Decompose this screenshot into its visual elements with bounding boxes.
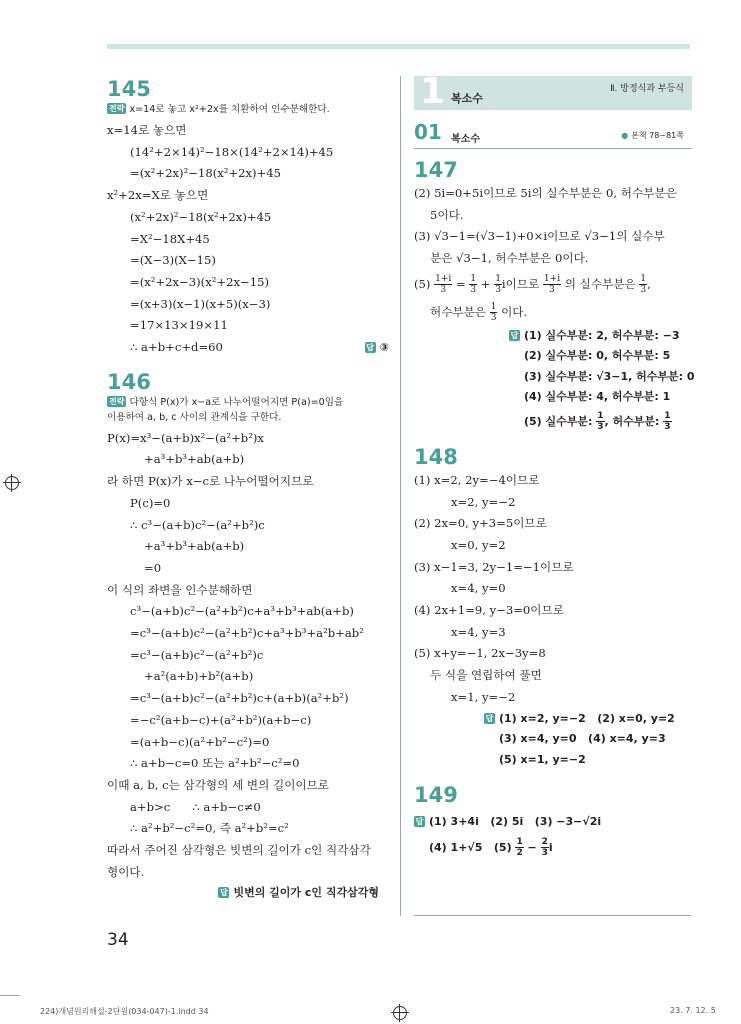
denominator: 3 bbox=[495, 285, 501, 296]
page-number: 34 bbox=[107, 930, 129, 950]
numerator: 1 bbox=[640, 274, 647, 285]
solution-line: (2) 2x=0, y+3=5이므로 bbox=[414, 516, 547, 531]
answer-text: (4) 1+√5 (5) bbox=[429, 840, 516, 854]
solution-text: i이므로 bbox=[501, 276, 543, 291]
strategy-tag: 전략 bbox=[109, 104, 125, 113]
answer-tag: 답 bbox=[415, 817, 424, 827]
answer-block bbox=[414, 326, 695, 436]
numerator: 1+i bbox=[435, 274, 452, 285]
problem-number: 145 bbox=[107, 77, 151, 101]
solution-line: x=14로 놓으면 bbox=[107, 123, 187, 137]
solution-line: 이때 a, b, c는 삼각형의 세 변의 길이이므로 bbox=[107, 777, 329, 792]
numerator: 2 bbox=[541, 837, 548, 848]
answer-text: (1) x=2, y=−2 (2) x=0, y=2 bbox=[499, 711, 675, 725]
fraction bbox=[639, 274, 647, 295]
denominator: 3 bbox=[440, 285, 447, 296]
chapter-number: 1 bbox=[420, 71, 446, 112]
solution-line: ∴ c³−(a+b)c²−(a²+b²)c bbox=[130, 517, 265, 532]
solution-line: (x²+2x)²−18(x²+2x)+45 bbox=[130, 209, 272, 224]
solution-line: x=1, y=−2 bbox=[451, 689, 516, 704]
solution-text: 이다. bbox=[497, 304, 528, 319]
bullet-icon: ● bbox=[621, 131, 629, 140]
section-ref bbox=[621, 130, 684, 141]
denominator: 3 bbox=[664, 422, 671, 433]
solution-line: =c³−(a+b)c²−(a²+b²)c bbox=[130, 647, 264, 662]
solution-line: (1) x=2, 2y=−4이므로 bbox=[414, 472, 540, 487]
footer-date: 23. 7. 12. 5 bbox=[670, 1006, 716, 1015]
solution-line: (2) 5i=0+5i이므로 5i의 실수부분은 0, 허수부분은 bbox=[414, 186, 677, 200]
solution-line: =(x+3)(x−1)(x+5)(x−3) bbox=[130, 296, 271, 311]
bottom-divider bbox=[414, 915, 691, 916]
solution-line: c³−(a+b)c²−(a²+b²)c+a³+b³+ab(a+b) bbox=[130, 604, 354, 619]
answer-line: (3) 실수부분: √3−1, 허수부분: 0 bbox=[524, 369, 695, 383]
numerator: 1 bbox=[597, 411, 604, 422]
answer-line: (4) 실수부분: 4, 허수부분: 1 bbox=[524, 390, 671, 404]
answer-text: − bbox=[523, 840, 541, 854]
strategy bbox=[107, 102, 389, 117]
answer-text: 빗변의 길이가 c인 직각삼각형 bbox=[233, 885, 379, 899]
answer-text: (1) 3+4i (2) 5i (3) −3−√2i bbox=[429, 815, 602, 829]
numerator: 1 bbox=[495, 274, 501, 285]
solution-line: 형이다. bbox=[107, 864, 145, 879]
column-divider bbox=[400, 76, 401, 916]
answer-tag: 답 bbox=[220, 887, 228, 897]
section-title: 복소수 bbox=[451, 134, 480, 145]
solution-line: =0 bbox=[144, 560, 162, 575]
fraction bbox=[663, 411, 671, 432]
footer-file: 224)개념원리해설-2단원(034-047)-1.indd 34 bbox=[40, 1007, 209, 1016]
registration-mark-icon bbox=[393, 1006, 407, 1020]
header-bar bbox=[107, 44, 690, 49]
solution-line: (4) 2x+1=9, y−3=0이므로 bbox=[414, 603, 564, 618]
solution-line: (5) x+y=−1, 2x−3y=8 bbox=[414, 646, 546, 661]
strategy-text: 이용하여 a, b, c 사이의 관계식을 구한다. bbox=[107, 411, 282, 423]
denominator: 3 bbox=[549, 285, 555, 296]
answer-line bbox=[414, 833, 692, 863]
solution-text: 허수부분은 bbox=[430, 304, 490, 319]
answer-block bbox=[414, 709, 692, 771]
solution-line: 이 식의 좌변을 인수분해하면 bbox=[107, 582, 253, 597]
registration-mark-icon bbox=[5, 476, 19, 490]
solution-line: +a³+b³+ab(a+b) bbox=[144, 539, 245, 554]
solution-line: a+b>c ∴ a+b−c≠0 bbox=[130, 799, 261, 814]
answer-tag: 답 bbox=[510, 330, 519, 340]
fraction bbox=[469, 274, 477, 295]
answer-text: (5) 실수부분: bbox=[524, 414, 597, 428]
chapter-subtitle: Ⅱ. 방정식과 부등식 bbox=[610, 84, 684, 94]
numerator: 1 bbox=[664, 411, 671, 422]
answer-line bbox=[484, 709, 692, 730]
solution-line: x=2, y=−2 bbox=[451, 494, 516, 509]
fraction bbox=[494, 274, 502, 295]
problem-149 bbox=[414, 782, 692, 863]
numerator: 1 bbox=[490, 302, 497, 313]
answer-line: (2) 실수부분: 0, 허수부분: 5 bbox=[524, 349, 671, 363]
strategy-text: x=14로 놓고 x²+2x를 치환하여 인수분해한다. bbox=[129, 104, 330, 115]
solution-line: =−c²(a+b−c)+(a²+b²)(a+b−c) bbox=[130, 712, 312, 727]
right-column bbox=[414, 71, 695, 863]
solution-line: 두 식을 연립하여 풀면 bbox=[430, 668, 542, 683]
solution-line: 따라서 주어진 삼각형은 빗변의 길이가 c인 직각삼각 bbox=[107, 843, 371, 858]
answer-text: (1) 실수부분: 2, 허수부분: −3 bbox=[524, 328, 680, 342]
footer-rule bbox=[0, 995, 20, 996]
solution-line: =c³−(a+b)c²−(a²+b²)c+(a+b)(a²+b²) bbox=[130, 691, 349, 706]
denominator: 3 bbox=[597, 422, 604, 433]
solution-text: , bbox=[647, 276, 651, 291]
solution-line bbox=[414, 270, 692, 298]
solution-text: 의 실수부분은 bbox=[561, 276, 640, 291]
solution-line: =(x²+2x−3)(x²+2x−15) bbox=[130, 274, 269, 289]
solution-line: =17×13×19×11 bbox=[130, 318, 228, 333]
solution-line bbox=[414, 298, 692, 326]
answer-line bbox=[509, 408, 692, 436]
solution-line bbox=[107, 337, 389, 359]
problem-145 bbox=[107, 76, 389, 359]
solution-line: 5이다. bbox=[430, 207, 464, 222]
solution-line: x=0, y=2 bbox=[451, 537, 506, 552]
strategy-text: 다항식 P(x)가 x−a로 나누어떨어지면 P(a)=0임을 bbox=[129, 396, 344, 408]
denominator: 3 bbox=[541, 848, 548, 859]
fraction bbox=[541, 837, 549, 858]
solution-line: x=4, y=0 bbox=[451, 581, 506, 596]
strategy bbox=[107, 395, 389, 410]
solution-line: x²+2x=X로 놓으면 bbox=[107, 188, 209, 203]
denominator: 3 bbox=[640, 285, 647, 296]
problem-number: 146 bbox=[107, 369, 151, 394]
solution-text: = bbox=[452, 276, 470, 291]
solution-line: 라 하면 P(x)가 x−c로 나누어떨어지므로 bbox=[107, 474, 314, 489]
strategy-tag: 전략 bbox=[109, 396, 125, 406]
answer-text: , 허수부분: bbox=[604, 414, 664, 428]
solution-line: (3) √3−1=(√3−1)+0×i이므로 √3−1의 실수부 bbox=[414, 229, 665, 244]
solution-line: P(c)=0 bbox=[130, 495, 171, 510]
solution-line: ∴ a²+b²−c²=0, 즉 a²+b²=c² bbox=[130, 821, 289, 836]
chapter-title: 복소수 bbox=[451, 92, 483, 105]
section-ref-text: 본책 78~81쪽 bbox=[631, 131, 684, 140]
fraction bbox=[543, 274, 561, 295]
fraction bbox=[515, 837, 523, 858]
solution-line: x=4, y=3 bbox=[451, 624, 506, 639]
problem-147 bbox=[414, 157, 695, 436]
numerator: 1+i bbox=[543, 274, 561, 285]
answer bbox=[365, 337, 389, 359]
answer-line bbox=[414, 812, 692, 833]
solution-text: + bbox=[477, 276, 495, 291]
answer-tag: 답 bbox=[485, 713, 494, 723]
solution-line: =(x²+2x)²−18(x²+2x)+45 bbox=[130, 166, 282, 181]
answer bbox=[107, 884, 379, 900]
problem-number: 147 bbox=[414, 158, 458, 182]
solution-line: =X²−18X+45 bbox=[130, 231, 210, 246]
answer-text: ③ bbox=[379, 341, 389, 355]
problem-number: 148 bbox=[414, 444, 458, 469]
left-column bbox=[107, 76, 389, 900]
answer-line bbox=[509, 326, 692, 347]
section-header bbox=[414, 122, 692, 149]
solution-line: ∴ a+b−c=0 또는 a²+b²−c²=0 bbox=[130, 756, 300, 771]
fraction bbox=[596, 411, 604, 432]
solution-line: =c³−(a+b)c²−(a²+b²)c+a³+b³+a²b+ab² bbox=[130, 626, 364, 641]
numerator: 1 bbox=[470, 274, 477, 285]
solution-line: =(a+b−c)(a²+b²−c²)=0 bbox=[130, 734, 270, 749]
solution-line: (14²+2×14)²−18×(14²+2×14)+45 bbox=[130, 144, 334, 159]
solution-line: P(x)=x³−(a+b)x²−(a²+b²)x bbox=[107, 430, 264, 445]
solution-line: =(X−3)(X−15) bbox=[130, 253, 216, 268]
problem-number: 149 bbox=[414, 783, 458, 808]
solution-text: ∴ a+b+c+d=60 bbox=[130, 340, 223, 355]
problem-146 bbox=[107, 369, 389, 900]
answer-tag: 답 bbox=[366, 343, 375, 353]
solution-line: 분은 √3−1, 허수부분은 0이다. bbox=[430, 251, 589, 266]
solution-line: +a³+b³+ab(a+b) bbox=[144, 452, 245, 467]
solution-line: (3) x−1=3, 2y−1=−1이므로 bbox=[414, 559, 574, 574]
denominator: 3 bbox=[490, 313, 497, 324]
section-number: 01 bbox=[414, 120, 442, 144]
answer-line: (5) x=1, y=−2 bbox=[499, 752, 586, 766]
answer-line: (3) x=4, y=0 (4) x=4, y=3 bbox=[499, 732, 666, 746]
answer-text: i bbox=[548, 840, 553, 854]
denominator: 3 bbox=[470, 285, 477, 296]
solution-line: +a²(a+b)+b²(a+b) bbox=[144, 669, 254, 684]
numerator: 1 bbox=[516, 837, 523, 848]
problem-148 bbox=[414, 444, 692, 770]
solution-text: (5) bbox=[414, 276, 435, 291]
fraction bbox=[434, 274, 452, 295]
denominator: 2 bbox=[516, 848, 523, 859]
chapter-header bbox=[414, 71, 692, 112]
